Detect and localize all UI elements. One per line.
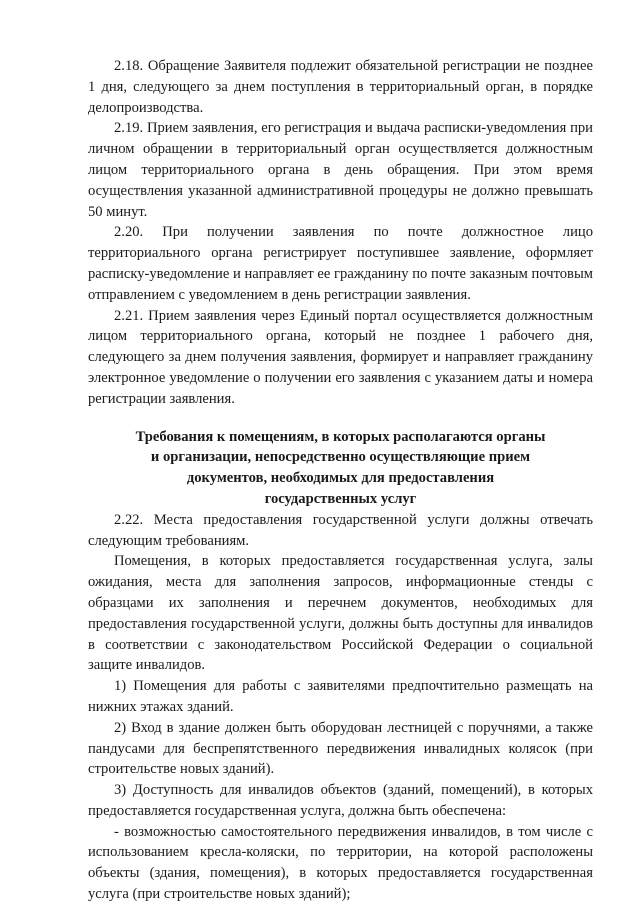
heading-line: и организации, непосредственно осуществляющие прием (150, 449, 531, 466)
paragraph-2-21: 2.21. Прием заявления через Единый портал осуществляется должностным лицом территориального органа, который не позднее 1 рабочего дня, следующего за днем получения заявления, формирует и направляет гражданину электронное уведомление о получении его заявления с указанием даты и номера регистрации заявления. (88, 307, 593, 407)
section-spacer (88, 410, 593, 427)
list-item-1: 1) Помещения для работы с заявителями предпочтительно размещать на нижних этажах зданий. (88, 678, 593, 715)
heading-line: документов, необходимых для предоставления (186, 470, 495, 487)
heading-line: государственных услуг (264, 490, 417, 507)
list-item-3: 3) Доступность для инвалидов объектов (зданий, помещений), в которых предоставляется государственная услуга, должна быть обеспечена: (88, 782, 593, 819)
paragraph-2-19: 2.19. Прием заявления, его регистрация и выдача расписки-уведомления при личном обращении в территориальный орган осуществляется должностным лицом территориального органа в день обращения. При этом время осуществления указанной административной процедуры не должно превышать 50 минут. (88, 120, 593, 220)
document-page (88, 56, 593, 905)
paragraph-2-18: 2.18. Обращение Заявителя подлежит обязательной регистрации не позднее 1 дня, следующего за днем поступления в территориальный орган, в порядке делопроизводства. (88, 58, 593, 116)
paragraph-2-22: 2.22. Места предоставления государственной услуги должны отвечать следующим требованиям. (88, 511, 593, 549)
section-heading (88, 427, 593, 510)
heading-line: Требования к помещениям, в которых располагаются органы (135, 428, 546, 445)
list-item-dash: - возможностью самостоятельного передвижения инвалидов, в том числе с использованием кресла-коляски, по территории, на которой расположены объекты (здания, помещения), в которых предоставляется государственная услуга (при строительстве новых зданий); (88, 823, 593, 903)
list-item-2: 2) Вход в здание должен быть оборудован лестницей с поручнями, а также пандусами для беспрепятственного передвижения инвалидных колясок (при строительстве новых зданий). (88, 719, 593, 778)
paragraph-2-20: 2.20. При получении заявления по почте должностное лицо территориального органа регистрирует поступившее заявление, оформляет расписку-уведомление и направляет ее гражданину по почте заказным почтовым отправлением с уведомлением в день регистрации заявления. (88, 224, 593, 303)
paragraph-premises: Помещения, в которых предоставляется государственная услуга, залы ожидания, места для заполнения запросов, информационные стенды с образцами их заполнения и перечнем документов, необходимых для предоставления государственной услуги, должны быть доступны для инвалидов в соответствии с законодательством Российской Федерации о социальной защите инвалидов. (88, 553, 593, 674)
